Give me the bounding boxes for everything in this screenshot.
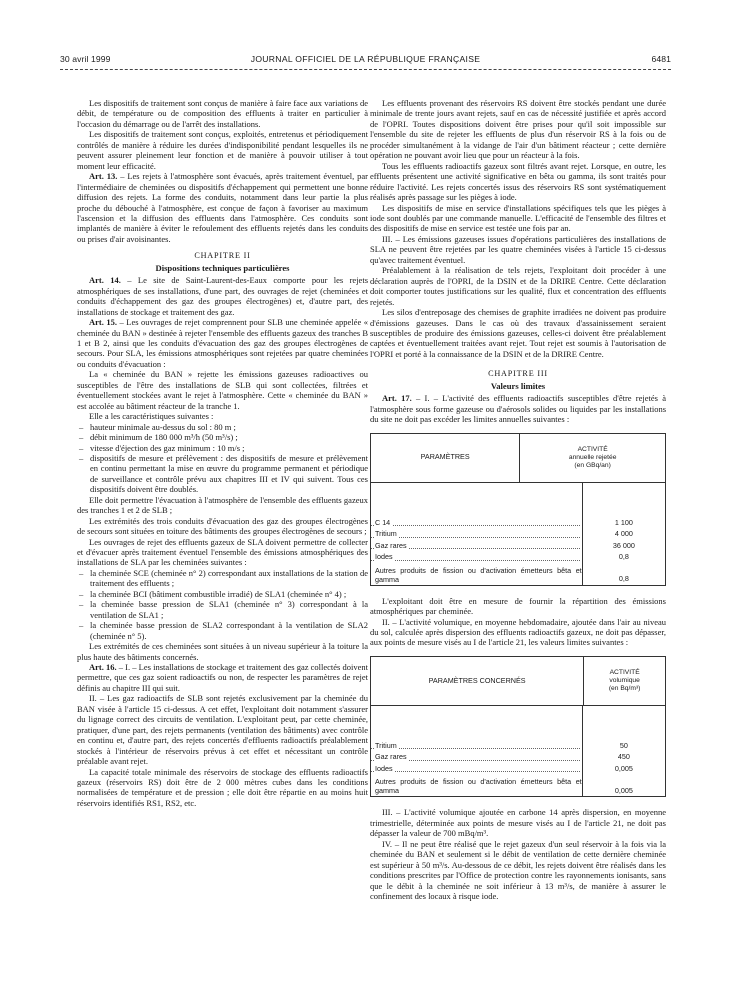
header-line: (en GBq/an) [574,461,611,469]
row-value: 0,8 [582,563,665,585]
list-item: – la cheminée basse pression de SLA2 correspondant à la ventilation de SLA2 (cheminée n° 5). [90,620,368,641]
article-label: Art. 14. [89,275,121,286]
article-label: Art. 16. [89,662,117,673]
header-line: ACTIVITÉ [577,445,608,453]
article-label: Art. 17. [382,393,412,404]
chimneys-list [77,568,368,641]
row-value: 36 000 [582,540,665,552]
annual-limits-table [370,433,666,586]
row-value: 0,005 [582,774,665,796]
row-label: Gaz rares [375,540,407,550]
article-label: Art. 13. [89,171,118,182]
list-item: – la cheminée BCI (bâtiment combustible irradié) de SLA1 (cheminée n° 4) ; [90,589,368,599]
table-row [371,763,665,775]
table-row [371,540,665,552]
list-item: – la cheminée basse pression de SLA1 (cheminée n° 3) correspondant à la ventilation de SLA1 ; [90,599,368,620]
list-item: – dispositifs de mesure et prélèvement : des dispositifs de mesure et prélèvement en continu permettant la mise en œuvre du programme permanent et périodique de surveillance et contrôle prévu aux chapitres III et IV qui suivent. Tous ces dispositifs doivent être doublés. [90,453,368,495]
table-spacer [371,483,665,517]
paragraph: Tous les effluents radioactifs gazeux sont filtrés avant rejet. Lorsque, en outre, les effluents présentent une activité significative en bêta ou gamma, ils sont traités pour réduire l'activité. Les rejets concertés issus des réservoirs RS sont systématiquement réalisés après passage sur les pièges à iode. [370,160,666,203]
table-row [371,563,665,585]
paragraph: La « cheminée du BAN » rejette les émissions gazeuses radioactives ou susceptibles de l'être des installations de SLB qui sont collectées, filtrées et éventuellement stockées avant le rejet à l'atmosphère. Cette « cheminée du BAN » est accolée au bâtiment réacteur de la tranche 1. [77,369,368,411]
paragraph: Les ouvrages de rejet des effluents gazeux de SLA doivent permettre de collecter et d'évacuer après traitement éventuel l'ensemble des émissions atmosphériques des installations de SLA par les cheminées suivantes : [77,536,368,568]
chapter-heading: CHAPITRE II [194,251,251,261]
paragraph: II. – Les gaz radioactifs de SLB sont rejetés exclusivement par la cheminée du BAN visée à l'article 15 ci-dessus. A cet effet, l'exploitant doit notamment s'assurer du lignage correct des circuits de ventilation. L'exploitant peut, par cette cheminée, pratiquer, d'une part, des rejets permanents (ventilation des bâtiments) avec contrôle en continu et, d'autre part, des rejets concertés d'effluents radioactifs préalablement stockés à l'intérieur de réservoirs prévus à cet effet et nécessitant un contrôle préalable avant rejet. [77,693,368,767]
header-journal-title: JOURNAL OFFICIEL DE LA RÉPUBLIQUE FRANÇAISE [250,54,481,64]
table-row [371,517,665,529]
row-value: 4 000 [582,528,665,540]
page-header [60,54,671,68]
article-text: – I. – L'activité des effluents radioactifs susceptibles d'être rejetés à l'atmosphère sous forme gazeuse ou d'aérosols solides ou liquides par les installations du site ne doit pas excéder les limites annuelles suivantes : [370,393,666,425]
paragraph: III. – L'activité volumique ajoutée en carbone 14 après dispersion, en moyenne trimestrielle, déterminée aux points de mesure visés au I de l'article 21, ne doit pas dépasser la valeur de 700 mBq/m³. [370,807,666,839]
article-text: – Les rejets à l'atmosphère sont évacués, après traitement éventuel, par l'intermédiaire de cheminées ou dispositifs d'échappement qui permettent une bonne diffusion des rejets. La forme des conduits, notamment dans leur partie la plus proche du débouché à l'atmosphère, est conçue de façon à favoriser au maximum l'ascension et la diffusion des effluents dans l'atmosphère. Ces conduits sont implantés de manière à éviter le refoulement des effluents rejetés dans les conduits ou prises d'air avoisinantes. [77,171,368,244]
list-item: – la cheminée SCE (cheminée n° 2) correspondant aux installations de la station de traitement des effluents ; [90,568,368,589]
paragraph: Les effluents provenant des réservoirs RS doivent être stockés pendant une durée minimale de trente jours avant rejets, sauf en cas de nécessité justifiée et après accord de l'OPRI. Toutes dispositions doivent être prises pour qu'il soit impossible sur l'ensemble du site de rejeter les effluents de plus d'un réservoir RS à la fois ou de procéder simultanément à la vidange de l'air d'un bâtiment réacteur ; cette dernière opération ne pouvant avoir lieu que pour un réacteur à la fois. [370,98,666,161]
left-column [77,98,368,808]
row-label: Gaz rares [375,752,407,762]
row-label: Autres produits de fission ou d'activation émetteurs bêta et gamma [375,565,582,584]
paragraph: Elle a les caractéristiques suivantes : [89,411,214,422]
row-value: 450 [582,751,665,763]
row-value: 1 100 [582,517,665,529]
row-label: Iodes [375,552,393,562]
row-value: 0,8 [582,551,665,563]
article-text: – Les ouvrages de rejet comprennent pour SLB une cheminée appelée « cheminée du BAN » destinée à rejeter l'ensemble des effluents gazeux des tranches B 1 et B 2, ainsi que les conduits d'évacuation des gaz des groupes électrogènes de secours. Pour SLA, les émissions atmosphériques sont rejetées par quatre cheminées ou conduits d'évacuation : [77,317,368,369]
article-text: – I. – Les installations de stockage et traitement des gaz collectés doivent permettre, que ces gaz soient radioactifs ou non, de respecter les paramètres de rejet définis au chapitre III qui suit. [77,662,368,693]
paragraph: Les silos d'entreposage des chemises de graphite irradiées ne doivent pas produire d'émissions gazeuses. Dans le cas où des travaux d'assainissement seraient susceptibles de produire des émissions gazeuses, celles-ci doivent être préalablement captées et éventuellement traitées avant rejet. Tout rejet est soumis à l'autorisation de l'OPRI et porté à la connaissance de la DSIN et de la DRIRE Centre. [370,307,666,359]
article-13 [77,171,368,244]
header-divider [60,69,671,70]
table-header-parameters: PARAMÈTRES CONCERNÉS [371,656,584,705]
table-header-activity [520,433,666,482]
right-column [370,98,666,901]
table-spacer [371,706,665,740]
article-text: – Le site de Saint-Laurent-des-Eaux comporte pour les rejets atmosphériques de ses installations, d'une part, des ouvrages de rejet (cheminées et conduits d'échappement des gaz des groupes électrogènes) et, d'autre part, des installations de stockage et traitement des gaz. [77,275,368,317]
chapter-title: Valeurs limites [490,380,546,391]
paragraph: IV. – Il ne peut être réalisé que le rejet gazeux d'un seul réservoir à la fois via la cheminée du BAN et seulement si le débit de ventilation de cette dernière cheminée est supérieur à 50 m³/s. Au-dessous de ce débit, les rejets doivent être réalisés dans les conditions prescrites par l'Office de protection contre les rayonnements ionisants, sans que le débit à la cheminée ne soit inférieur à 13 m³/s, de manière à assurer le confinement des locaux à risque iode. [370,838,666,901]
header-page-number: 6481 [651,54,671,64]
paragraph: Les dispositifs de traitement sont conçus, exploités, entretenus et périodiquement contrôlés de manière à réduire les durées d'indisponibilité pendant lesquelles ils ne peuvent assurer pleinement leur fonction et de manière à pouvoir utiliser à tout moment leur efficacité. [77,129,368,171]
paragraph: Les extrémités de ces cheminées sont situées à un niveau supérieur à la toiture la plus haute des bâtiments concernés. [77,641,368,662]
volumic-limits-table [370,656,666,798]
article-14 [77,275,368,317]
row-label: Tritium [375,740,397,750]
row-label: Autres produits de fission ou d'activation émetteurs bêta et gamma [375,777,582,796]
list-item: – vitesse d'éjection des gaz minimum : 10 m/s ; [90,443,368,453]
article-label: Art. 15. [89,317,117,328]
header-line: volumique [609,676,640,684]
article-17 [370,393,666,424]
paragraph: III. – Les émissions gazeuses issues d'opérations particulières des installations de SLA ne peuvent être rejetées par les quatre cheminées visées à l'article 15 ci-dessus qu'avec traitement éventuel. [370,233,666,265]
row-value: 0,005 [582,763,665,775]
row-value: 50 [582,740,665,752]
characteristics-list [77,422,368,495]
chapter-heading: CHAPITRE III [488,369,548,379]
table-header-activity [584,656,666,705]
table-row [371,740,665,752]
paragraph: Les dispositifs de traitement sont conçus de manière à faire face aux variations de débit, de température ou de composition des effluents à traiter en particulier à l'occasion du démarrage ou de l'arrêt des installations. [77,98,368,129]
header-line: (en Bq/m³) [608,684,641,692]
paragraph: II. – L'activité volumique, en moyenne hebdomadaire, ajoutée dans l'air au niveau du sol, calculée après dispersion des effluents radioactifs gazeux, ne doit pas dépasser, aux points de mesure visés au I de l'article 21, les valeurs limites suivantes : [370,616,666,648]
row-label: C 14 [375,517,391,527]
table-body [371,482,666,585]
list-item: – hauteur minimale au-dessus du sol : 80 m ; [90,422,368,432]
paragraph: Elle doit permettre l'évacuation à l'atmosphère de l'ensemble des effluents gazeux des tranches 1 et 2 de SLB ; [77,494,368,516]
paragraph: Les dispositifs de mise en service d'installations spécifiques tels que les pièges à iode sont doublés par une commande manuelle. L'efficacité de l'ensemble des filtres et des dispositifs de mise en service est testée une fois par an. [370,202,666,234]
list-item: – débit minimum de 180 000 m³/h (50 m³/s) ; [90,432,368,442]
chapter-title: Dispositions techniques particulières [155,262,290,273]
header-line: annuelle rejetée [568,453,617,461]
paragraph: La capacité totale minimale des réservoirs de stockage des effluents radioactifs gazeux (réservoirs RS) doit être de 2 000 mètres cubes dans les conditions normalisées de température et de pression ; elle doit être répartie en au moins huit réservoirs identifiés RS1, RS2, etc. [77,766,368,808]
header-line: ACTIVITÉ [609,668,640,676]
article-16 [77,662,368,693]
article-15 [77,317,368,369]
table-row [371,528,665,540]
header-date: 30 avril 1999 [60,54,111,64]
table-row [371,551,665,563]
table-header-parameters: PARAMÈTRES [371,433,520,482]
paragraph: L'exploitant doit être en mesure de fournir la répartition des émissions atmosphériques par cheminée. [370,595,666,617]
table-row [371,774,665,796]
paragraph: Les extrémités des trois conduits d'évacuation des gaz des groupes électrogènes de secours sont situées en toiture des bâtiments des groupes électrogènes de secours ; [77,515,368,537]
table-row [371,751,665,763]
row-label: Tritium [375,529,397,539]
table-body [371,705,666,797]
row-label: Iodes [375,763,393,773]
paragraph: Préalablement à la réalisation de tels rejets, l'exploitant doit procéder à une déclaration auprès de l'OPRI, de la DSIN et de la DRIRE Centre. Cette déclaration doit comporter toutes justifications sur les qualité, flux et concentration des effluents rejetés. [370,265,666,307]
